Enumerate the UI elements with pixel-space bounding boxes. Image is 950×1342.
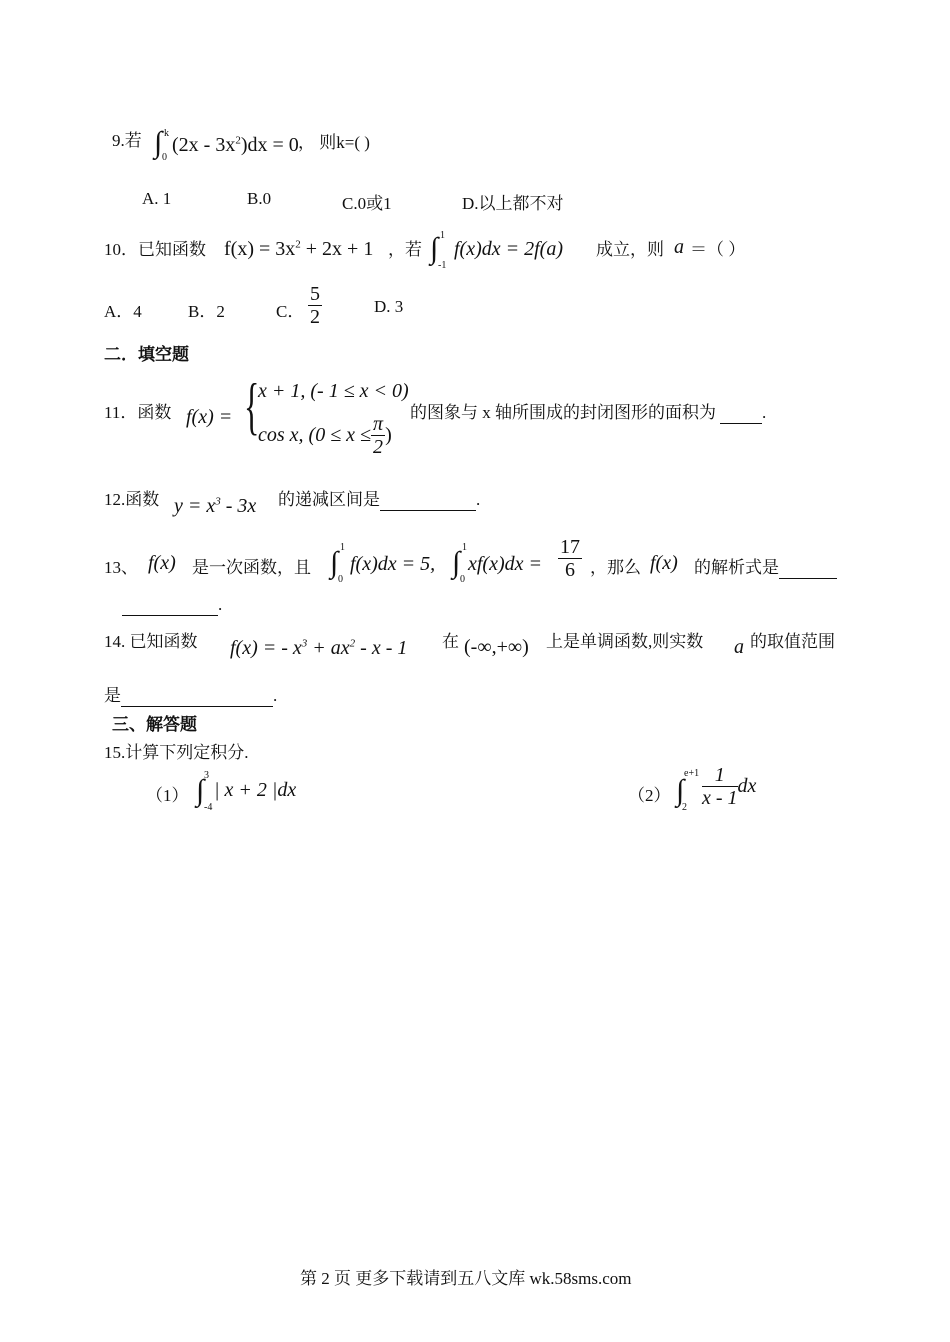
question-9 — [112, 126, 142, 151]
q11-case-1: x + 1, (- 1 ≤ x < 0) — [258, 380, 409, 402]
q14-interval: (-∞,+∞) — [464, 636, 529, 658]
q10-option-a: A．4 — [104, 302, 142, 321]
q10-number: 10．已知函数 — [104, 240, 206, 259]
q14-mid: 在 — [442, 632, 459, 651]
q12-answer-blank[interactable] — [380, 490, 476, 511]
q11-function: f(x) = — [186, 406, 233, 428]
q15-title: 15.计算下列定积分. — [104, 743, 249, 762]
q9-option-a: A. 1 — [142, 189, 172, 208]
q10-mid: ，若 — [388, 240, 422, 259]
integral-sign: ∫ — [154, 126, 163, 159]
page-footer: 第 2 页 更多下载请到五八文库 wk.58sms.com — [300, 1269, 632, 1288]
q13-integral-1: ∫ 1 0 f(x)dx = 5, — [330, 542, 436, 585]
section-solution-title: 三、解答题 — [112, 715, 197, 734]
q13-line-2: . — [122, 595, 222, 616]
q13-mid: 是一次函数，且 — [192, 558, 311, 577]
q14-answer-blank[interactable] — [121, 686, 273, 707]
integral-sign: ∫ — [196, 774, 205, 807]
q9-prefix: 若 — [124, 131, 142, 150]
q13-answer-blank-2[interactable] — [122, 595, 218, 616]
q13-post-2: 的解析式是 — [694, 553, 837, 579]
q11-number: 11．函数 — [104, 403, 172, 422]
section-fill-in-title: 二．填空题 — [104, 345, 189, 364]
q12-number: 12.函数 — [104, 490, 160, 509]
q10-function: $f(x) = 3x^2 + 2x + 1$ — [224, 238, 374, 260]
q13-integral-2: ∫ 1 0 xf(x)dx = — [452, 542, 543, 585]
q14-var: a — [734, 636, 744, 658]
q14-line-2: 是 . — [104, 686, 278, 705]
q10-integral-expr: f(x)dx = 2f(a) — [454, 238, 564, 260]
q10-var: a — [674, 236, 684, 258]
q13-post: ，那么 — [590, 558, 641, 577]
q10-integral — [430, 230, 600, 272]
q11-post: 的图象与 x 轴所围成的封闭图形的面积为 . — [410, 403, 767, 422]
q13-fraction: $\frac{17}{6}$ — [560, 536, 580, 581]
q14-post-2: 的取值范围 — [750, 632, 835, 651]
q11-answer-blank[interactable] — [720, 403, 762, 424]
q9-option-d: D.以上都不对 — [462, 194, 564, 213]
q9-option-b: B.0 — [247, 189, 272, 208]
integral-sign: ∫ — [430, 232, 439, 265]
integral-sign: ∫ — [676, 774, 685, 807]
q10-end: ＝（ ） — [690, 240, 746, 259]
q13-number: 13、 — [104, 558, 138, 577]
q13-fx-2: f(x) — [650, 552, 678, 574]
q15-part-2-integral: ∫ e+1 2 $\frac{1}{x - 1}$ dx — [676, 764, 757, 813]
q10-post: 成立，则 — [596, 240, 664, 259]
q9-integral: ∫ k 0 $(2x - 3x^2)dx = 0$ — [154, 126, 299, 163]
q14-expr: f(x) = - $x^3 + ax^2 - x - 1$ — [230, 637, 408, 659]
q14-number: 14. 已知函数 — [104, 632, 198, 651]
q13-answer-blank-1[interactable] — [779, 558, 837, 579]
q15-part-2-label: （2） — [628, 786, 671, 805]
q15-part-1-label: （1） — [146, 786, 189, 805]
q11-brace: { — [244, 370, 260, 441]
q9-option-c: C.0或1 — [342, 194, 392, 213]
q9-lower-limit: 0 — [162, 152, 167, 163]
integral-sign: ∫ — [452, 546, 461, 579]
q9-number: 9. — [112, 131, 125, 150]
q10-lower-limit: -1 — [438, 260, 447, 271]
integral-sign: ∫ — [330, 546, 339, 579]
q9-integrand: (2x - 3x — [172, 134, 236, 156]
q9-upper-limit: k — [164, 128, 169, 139]
q13-fx: f(x) — [148, 552, 176, 574]
q9-post: ， 则k=( ) — [298, 133, 370, 152]
q10-option-d: D. 3 — [374, 297, 404, 316]
q10-upper-limit: 1 — [440, 230, 445, 241]
q15-part-1-integral: ∫ 3 -4 | x + 2 |dx — [196, 770, 297, 813]
q10-option-c: C． — [276, 302, 305, 321]
q12-expr: $y = x^3 - 3x$ — [174, 495, 257, 517]
q12-post: 的递减区间是 . — [278, 490, 481, 509]
q10-option-c-fraction: $\frac{5}{2}$ — [310, 283, 320, 328]
q10-option-b: B．2 — [188, 302, 225, 321]
q11-case-2: cos x, (0 ≤ x ≤ $\frac{\pi}{2}$ ) — [258, 413, 392, 458]
q14-post: 上是单调函数,则实数 — [546, 632, 704, 651]
q9-integrand-tail: )dx = 0 — [240, 134, 299, 156]
